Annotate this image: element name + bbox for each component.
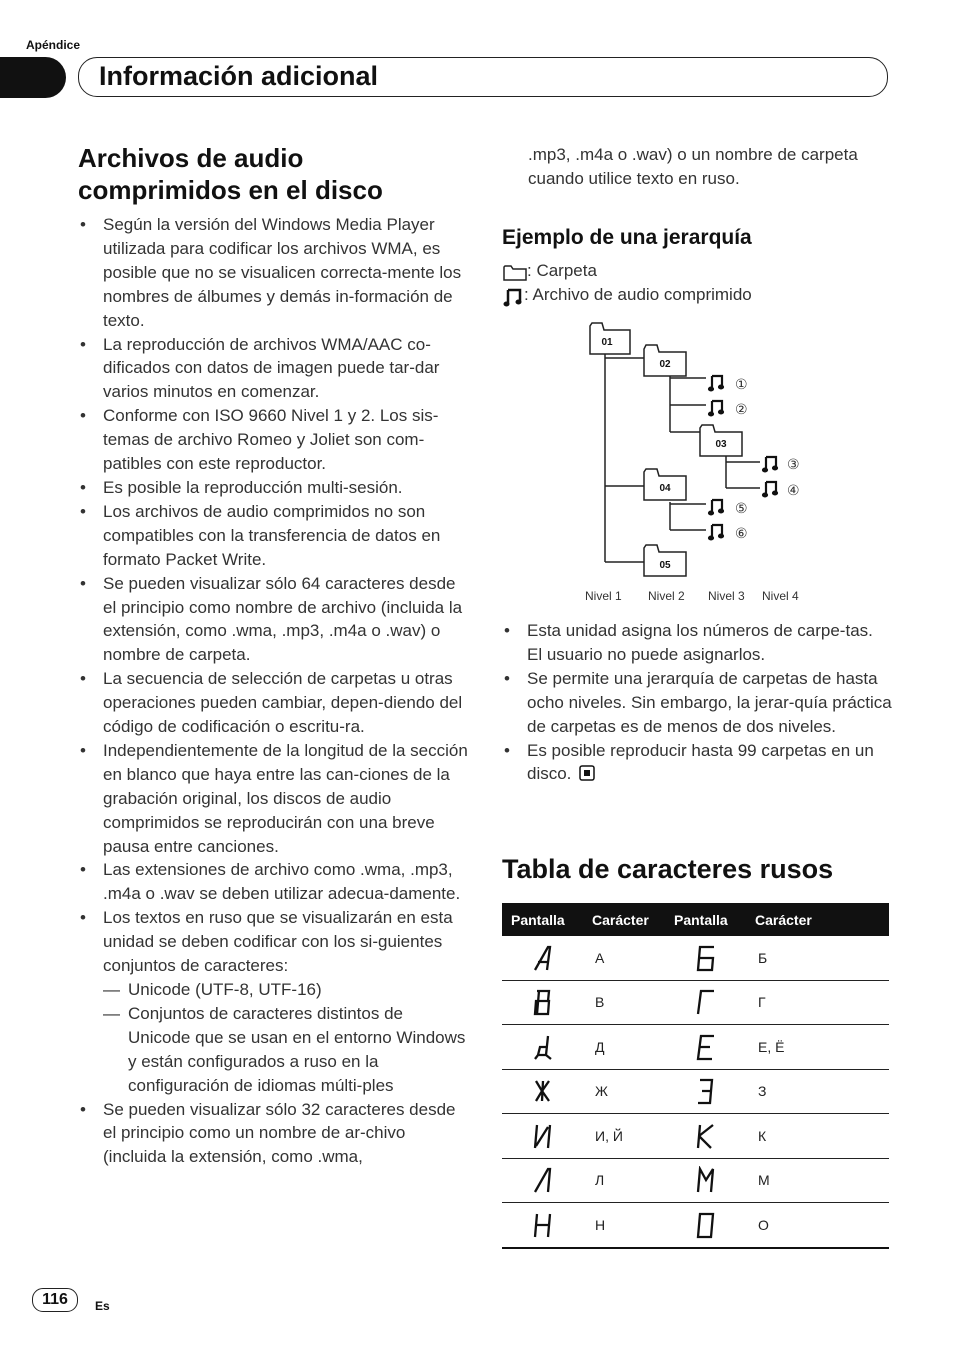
header-display: Pantalla xyxy=(502,903,583,936)
character-cell: Е, Ё xyxy=(746,1025,889,1070)
segment-glyph xyxy=(665,1069,746,1114)
section-tab-marker xyxy=(0,57,66,98)
segment-glyph xyxy=(665,980,746,1025)
folder-label-03: 03 xyxy=(715,439,727,450)
file-marker-3: ③ xyxy=(787,457,800,473)
list-item: • Según la versión del Windows Media Player utilizada para codificar los archivos WMA, es posible que no se visualicen correcta-mente los nombres de álbumes y demás in-formación de texto. xyxy=(78,213,470,333)
header-display: Pantalla xyxy=(665,903,746,936)
segment-glyph xyxy=(502,1025,583,1070)
folder-label-04: 04 xyxy=(659,483,671,494)
right-bullet-list xyxy=(502,619,892,786)
list-item: • La reproducción de archivos WMA/AAC co-dificados con datos de imagen puede tar-dar varios minutos en comenzar. xyxy=(78,333,470,405)
list-item: • Las extensiones de archivo como .wma, .mp3, .m4a o .wav se deben utilizar adecua-damente. xyxy=(78,858,470,906)
level-label-2: Nivel 2 xyxy=(648,589,685,603)
character-cell: Б xyxy=(746,936,889,980)
level-label-1: Nivel 1 xyxy=(585,589,622,603)
table-row xyxy=(502,1158,889,1203)
table-header-row xyxy=(502,903,889,936)
language-code: Es xyxy=(95,1299,110,1313)
list-item: • Los archivos de audio comprimidos no son compatibles con la transferencia de datos en formato Packet Write. xyxy=(78,500,470,572)
list-item-text: Los textos en ruso que se visualizarán en esta unidad se deben codificar con los si-guientes conjuntos de caracteres: xyxy=(103,908,453,976)
file-marker-2: ② xyxy=(735,402,748,418)
continued-text: .mp3, .m4a o .wav) o un nombre de carpeta cuando utilice texto en ruso. xyxy=(528,145,858,188)
character-cell: Д xyxy=(583,1025,665,1070)
folder-icon xyxy=(502,262,528,282)
folder-label-01: 01 xyxy=(601,337,613,348)
segment-glyph xyxy=(502,1203,583,1248)
level-label-3: Nivel 3 xyxy=(708,589,745,603)
table-title: Tabla de caracteres rusos xyxy=(502,854,834,884)
character-cell: А xyxy=(583,936,665,980)
segment-glyph xyxy=(502,1158,583,1203)
segment-glyph xyxy=(665,1158,746,1203)
list-item xyxy=(78,906,470,1097)
russian-characters-table xyxy=(502,903,889,1249)
level-label-4: Nivel 4 xyxy=(762,589,799,603)
sub-item: — Unicode (UTF-8, UTF-16) xyxy=(103,978,470,1002)
character-cell: М xyxy=(746,1158,889,1203)
segment-glyph xyxy=(665,936,746,980)
list-item: • Se pueden visualizar sólo 32 caracteres desde el principio como un nombre de ar-chivo (incluida la extensión, como .wma, xyxy=(78,1098,470,1170)
file-marker-4: ④ xyxy=(787,483,800,499)
table-row xyxy=(502,1203,889,1248)
list-item: • La secuencia de selección de carpetas u otras operaciones pueden cambiar, depen-diendo del código de codificación o escritu-ra. xyxy=(78,667,470,739)
list-item: • Se pueden visualizar sólo 64 caracteres desde el principio como nombre de archivo (incluida la extensión, como .wma, .mp3, .m4a o .wav) o nombre de carpeta. xyxy=(78,572,470,668)
character-cell: Н xyxy=(583,1203,665,1248)
sub-item: — Conjuntos de caracteres distintos de Unicode que se usan en el entorno Windows y están configurados a ruso en la configuración de idiomas múlti-ples xyxy=(103,1002,470,1098)
table-row xyxy=(502,980,889,1025)
folder-label-02: 02 xyxy=(659,359,671,370)
hierarchy-title: Ejemplo de una jerarquía xyxy=(502,226,752,249)
left-section-title: Archivos de audio comprimidos en el disco xyxy=(78,143,383,205)
list-item: • Es posible la reproducción multi-sesión. xyxy=(78,476,470,500)
folder-hierarchy-diagram xyxy=(560,318,840,613)
folder-label-05: 05 xyxy=(659,560,671,571)
table-row xyxy=(502,1025,889,1070)
legend-file: : Archivo de audio comprimido xyxy=(524,285,752,304)
file-marker-1: ① xyxy=(735,377,748,393)
segment-glyph xyxy=(502,1114,583,1159)
table-row xyxy=(502,1069,889,1114)
list-item xyxy=(502,739,892,787)
end-mark-icon xyxy=(579,765,595,781)
segment-glyph xyxy=(502,980,583,1025)
page-title: Información adicional xyxy=(99,61,379,91)
section-label: Apéndice xyxy=(26,38,81,52)
character-cell: Ж xyxy=(583,1069,665,1114)
segment-glyph xyxy=(665,1025,746,1070)
file-marker-6: ⑥ xyxy=(735,526,748,542)
page-number: 116 xyxy=(32,1288,78,1312)
character-cell: Л xyxy=(583,1158,665,1203)
list-item: • Independientemente de la longitud de la sección en blanco que haya entre las can-ciones de la grabación original, los discos de audio comprimidos se reproducirán con una breve pausa entre canciones. xyxy=(78,739,470,859)
legend-folder: : Carpeta xyxy=(527,261,597,280)
segment-glyph xyxy=(665,1203,746,1248)
table-row xyxy=(502,936,889,980)
music-note-icon xyxy=(502,286,524,308)
segment-glyph xyxy=(502,1069,583,1114)
character-cell: О xyxy=(746,1203,889,1248)
table-row xyxy=(502,1114,889,1159)
file-marker-5: ⑤ xyxy=(735,501,748,517)
character-cell: В xyxy=(583,980,665,1025)
list-item-text: Es posible reproducir hasta 99 carpetas en un disco. xyxy=(527,740,874,784)
list-item: • Esta unidad asigna los números de carpe-tas. El usuario no puede asignarlos. xyxy=(502,619,892,667)
list-item: • Conforme con ISO 9660 Nivel 1 y 2. Los sis-temas de archivo Romeo y Joliet son com-patibles con este reproductor. xyxy=(78,404,470,476)
character-cell: З xyxy=(746,1069,889,1114)
character-cell: Г xyxy=(746,980,889,1025)
header-character: Carácter xyxy=(583,903,665,936)
left-bullet-list xyxy=(78,213,470,1169)
character-cell: К xyxy=(746,1114,889,1159)
header-character: Carácter xyxy=(746,903,889,936)
character-cell: И, Й xyxy=(583,1114,665,1159)
segment-glyph xyxy=(665,1114,746,1159)
segment-glyph xyxy=(502,936,583,980)
list-item: • Se permite una jerarquía de carpetas de hasta ocho niveles. Sin embargo, la jerar-quía práctica de carpetas es de menos de dos niveles. xyxy=(502,667,892,739)
